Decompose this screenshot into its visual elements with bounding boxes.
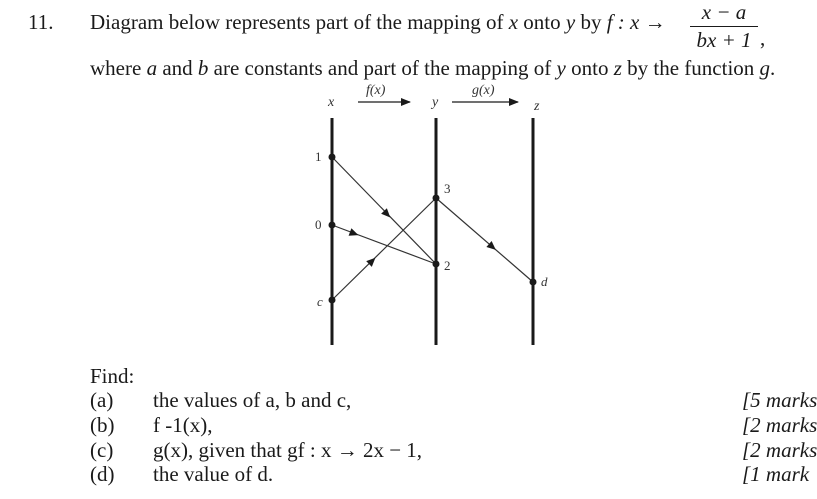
- z-axis-label: z: [534, 99, 540, 114]
- fraction-numerator: x − a: [701, 0, 747, 24]
- mapping-3-to-d: [436, 198, 533, 282]
- label-0: 0: [315, 217, 322, 232]
- fraction-bar: [690, 26, 758, 27]
- point-0: [329, 222, 336, 229]
- part-a-text: the values of a, b and c,: [153, 388, 352, 412]
- part-c-label: (c): [90, 438, 114, 462]
- g-of-x-label: g(x): [472, 83, 495, 98]
- point-d: [530, 279, 537, 286]
- arrowhead-0-to-2: [349, 228, 360, 239]
- y-axis-label: y: [432, 95, 439, 110]
- line2-period: .: [770, 56, 776, 80]
- label-c: c: [317, 294, 323, 309]
- z-variable: z: [613, 56, 622, 80]
- x-axis-label: x: [328, 95, 335, 110]
- mapping-0-to-2: [332, 225, 436, 264]
- point-3: [433, 195, 440, 202]
- x-variable: x: [508, 10, 519, 34]
- line1-prefix: Diagram below represents part of the mapping of: [90, 10, 504, 34]
- g-variable: g: [759, 56, 771, 80]
- question-line-2: [90, 56, 775, 81]
- fraction-comma: ,: [760, 26, 766, 50]
- b-variable: b: [197, 56, 209, 80]
- label-d: d: [541, 274, 548, 289]
- question-line-1: [90, 10, 666, 35]
- by-text: by: [580, 10, 602, 34]
- label-2: 2: [444, 258, 451, 273]
- f-of-x-label: f(x): [366, 83, 386, 98]
- part-c-text: g(x), given that gf : x → 2x − 1,: [153, 438, 423, 462]
- onto-text-2: onto: [571, 56, 609, 80]
- point-2: [433, 261, 440, 268]
- label-3: 3: [444, 181, 451, 196]
- part-d-text: the value of d.: [153, 462, 274, 486]
- part-b-marks: [2 marks: [742, 413, 817, 437]
- find-heading: Find:: [90, 364, 135, 388]
- part-b-label: (b): [90, 413, 115, 437]
- y-variable: y: [565, 10, 576, 34]
- and-text: and: [162, 56, 193, 80]
- part-b-text: f -1(x),: [153, 413, 213, 437]
- a-variable: a: [146, 56, 158, 80]
- onto-text: onto: [523, 10, 561, 34]
- mapping-1-to-2: [332, 157, 436, 264]
- mapping-diagram: [290, 80, 590, 350]
- line2-mid: are constants and part of the mapping of: [213, 56, 552, 80]
- where-text: where: [90, 56, 142, 80]
- function-fraction: [688, 0, 760, 53]
- point-1: [329, 154, 336, 161]
- label-1: 1: [315, 149, 322, 164]
- part-d-label: (d): [90, 462, 115, 486]
- point-c: [329, 297, 336, 304]
- part-d-marks: [1 mark: [742, 462, 810, 486]
- part-c-marks: [2 marks: [742, 438, 817, 462]
- fraction-denominator: bx + 1: [696, 28, 752, 52]
- y-variable-2: y: [556, 56, 566, 80]
- part-a-marks: [5 marks: [742, 388, 817, 412]
- part-a-label: (a): [90, 388, 114, 412]
- question-number: 11.: [28, 10, 54, 34]
- by-function-text: by the function: [627, 56, 755, 80]
- function-f-definition: f : x →: [606, 10, 666, 34]
